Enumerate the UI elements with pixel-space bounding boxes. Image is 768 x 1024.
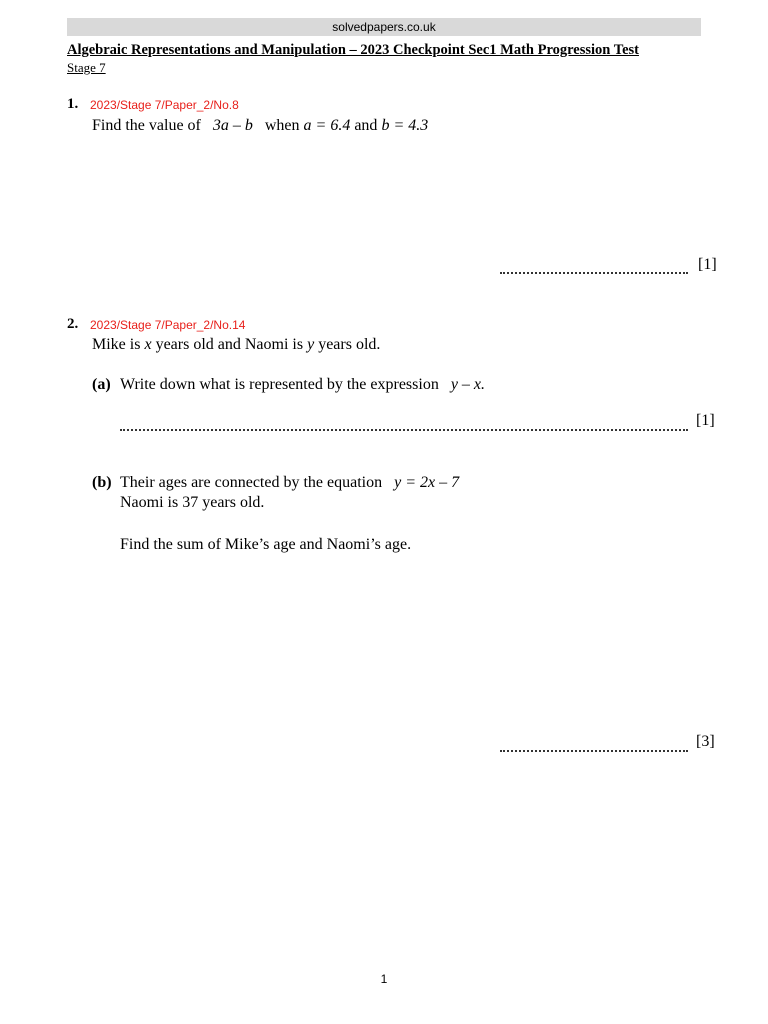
site-banner [67, 18, 701, 36]
q1-condition-b: b = 4.3 [381, 117, 429, 134]
q1-marks: [1] [698, 256, 717, 273]
q2-intro-2: years old and Naomi is [155, 336, 304, 353]
question-2-number: 2. [67, 316, 79, 332]
stage-label: Stage 7 [67, 60, 106, 75]
question-1-number: 1. [67, 96, 79, 112]
q2-part-b-label: (b) [92, 474, 112, 491]
site-name: solvedpapers.co.uk [332, 20, 436, 34]
question-2-reference: 2023/Stage 7/Paper_2/No.14 [90, 318, 246, 332]
q2-part-b-text: Their ages are connected by the equation [120, 474, 383, 491]
q2-intro-3: years old. [318, 336, 381, 353]
q2-part-a [92, 376, 485, 394]
q2-part-b-equation: y = 2x – 7 [394, 474, 460, 491]
question-2-intro [92, 336, 380, 354]
q2-part-a-marks: [1] [696, 412, 715, 429]
q2-part-b-line2: Naomi is 37 years old. [120, 494, 265, 511]
q1-and: and [354, 117, 378, 134]
q2-part-b-line3: Find the sum of Mike’s age and Naomi’s age. [120, 536, 412, 553]
q2-part-b-marks: [3] [696, 733, 715, 750]
q2-part-a-label: (a) [92, 376, 111, 393]
q1-condition-a: a = 6.4 [303, 117, 351, 134]
q2-part-a-expression: y – x. [450, 376, 486, 393]
q1-when: when [264, 117, 300, 134]
question-1-text [92, 117, 428, 135]
q2-part-a-answer-line [120, 429, 688, 431]
page-number: 1 [380, 972, 388, 986]
q1-prefix: Find the value of [92, 117, 201, 134]
q2-var-y: y [307, 336, 315, 353]
q2-part-b [92, 474, 459, 492]
question-1-reference: 2023/Stage 7/Paper_2/No.8 [90, 98, 239, 112]
document-title: Algebraic Representations and Manipulation – 2023 Checkpoint Sec1 Math Progression Test [67, 42, 639, 58]
q1-answer-line [500, 272, 688, 274]
q2-var-x: x [144, 336, 152, 353]
q2-part-a-text: Write down what is represented by the expression [120, 376, 439, 393]
q1-expression: 3a – b [212, 117, 253, 134]
q2-intro-1: Mike is [92, 336, 141, 353]
q2-part-b-answer-line [500, 750, 688, 752]
